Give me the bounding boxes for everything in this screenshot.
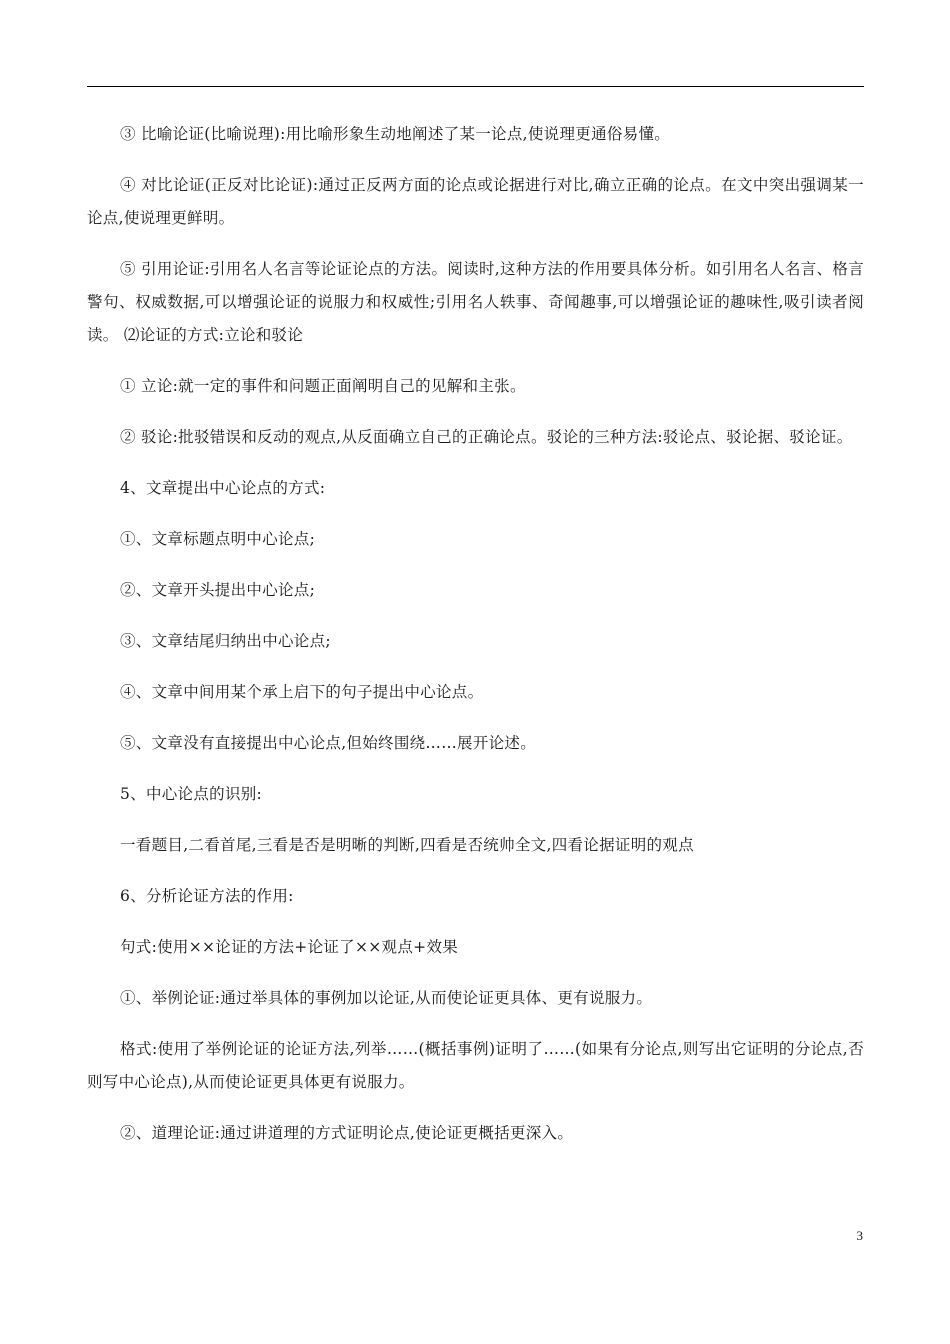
paragraph-1: ③ 比喻论证(比喻说理):用比喻形象生动地阐述了某一论点,使说理更通俗易懂。: [120, 125, 671, 143]
paragraph-15: 句式:使用××论证的方法+论证了××观点+效果: [120, 938, 459, 956]
paragraph-10: ④、文章中间用某个承上启下的句子提出中心论点。: [120, 683, 484, 701]
paragraph-3: ⑤ 引用论证:引用名人名言等论证论点的方法。阅读时,这种方法的作用要具体分析。如引用名人名言、格言警句、权威数据,可以增强论证的说服力和权威性;引用名人轶事、奇闻趣事,可以增强论证的趣味性,吸引读者阅读。 ⑵论证的方式:立论和驳论: [87, 260, 864, 344]
paragraph-9: ③、文章结尾归纳出中心论点;: [120, 632, 331, 650]
header-rule: [87, 86, 864, 87]
paragraph-12: 5、中心论点的识别:: [120, 785, 263, 803]
paragraph-17: 格式:使用了举例论证的论证方法,列举……(概括事例)证明了……(如果有分论点,则写出它证明的分论点,否则写中心论点),从而使论证更具体更有说服力。: [87, 1040, 864, 1091]
page-number: 3: [856, 1228, 863, 1243]
paragraph-7: ①、文章标题点明中心论点;: [120, 530, 316, 548]
paragraph-11: ⑤、文章没有直接提出中心论点,但始终围绕……展开论述。: [120, 734, 537, 752]
document-body: [87, 118, 864, 1168]
paragraph-16: ①、举例论证:通过举具体的事例加以论证,从而使论证更具体、更有说服力。: [120, 989, 653, 1007]
paragraph-13: 一看题目,二看首尾,三看是否是明晰的判断,四看是否统帅全文,四看论据证明的观点: [120, 836, 694, 854]
paragraph-18: ②、道理论证:通过讲道理的方式证明论点,使论证更概括更深入。: [120, 1124, 574, 1142]
paragraph-4: ① 立论:就一定的事件和问题正面阐明自己的见解和主张。: [120, 377, 526, 395]
paragraph-2: ④ 对比论证(正反对比论证):通过正反两方面的论点或论据进行对比,确立正确的论点。在文中突出强调某一论点,使说理更鲜明。: [87, 176, 864, 227]
paragraph-8: ②、文章开头提出中心论点;: [120, 581, 316, 599]
paragraph-6: 4、文章提出中心论点的方式:: [120, 479, 326, 497]
paragraph-14: 6、分析论证方法的作用:: [120, 887, 294, 905]
paragraph-5: ② 驳论:批驳错误和反动的观点,从反面确立自己的正确论点。驳论的三种方法:驳论点、驳论据、驳论证。: [120, 428, 853, 446]
